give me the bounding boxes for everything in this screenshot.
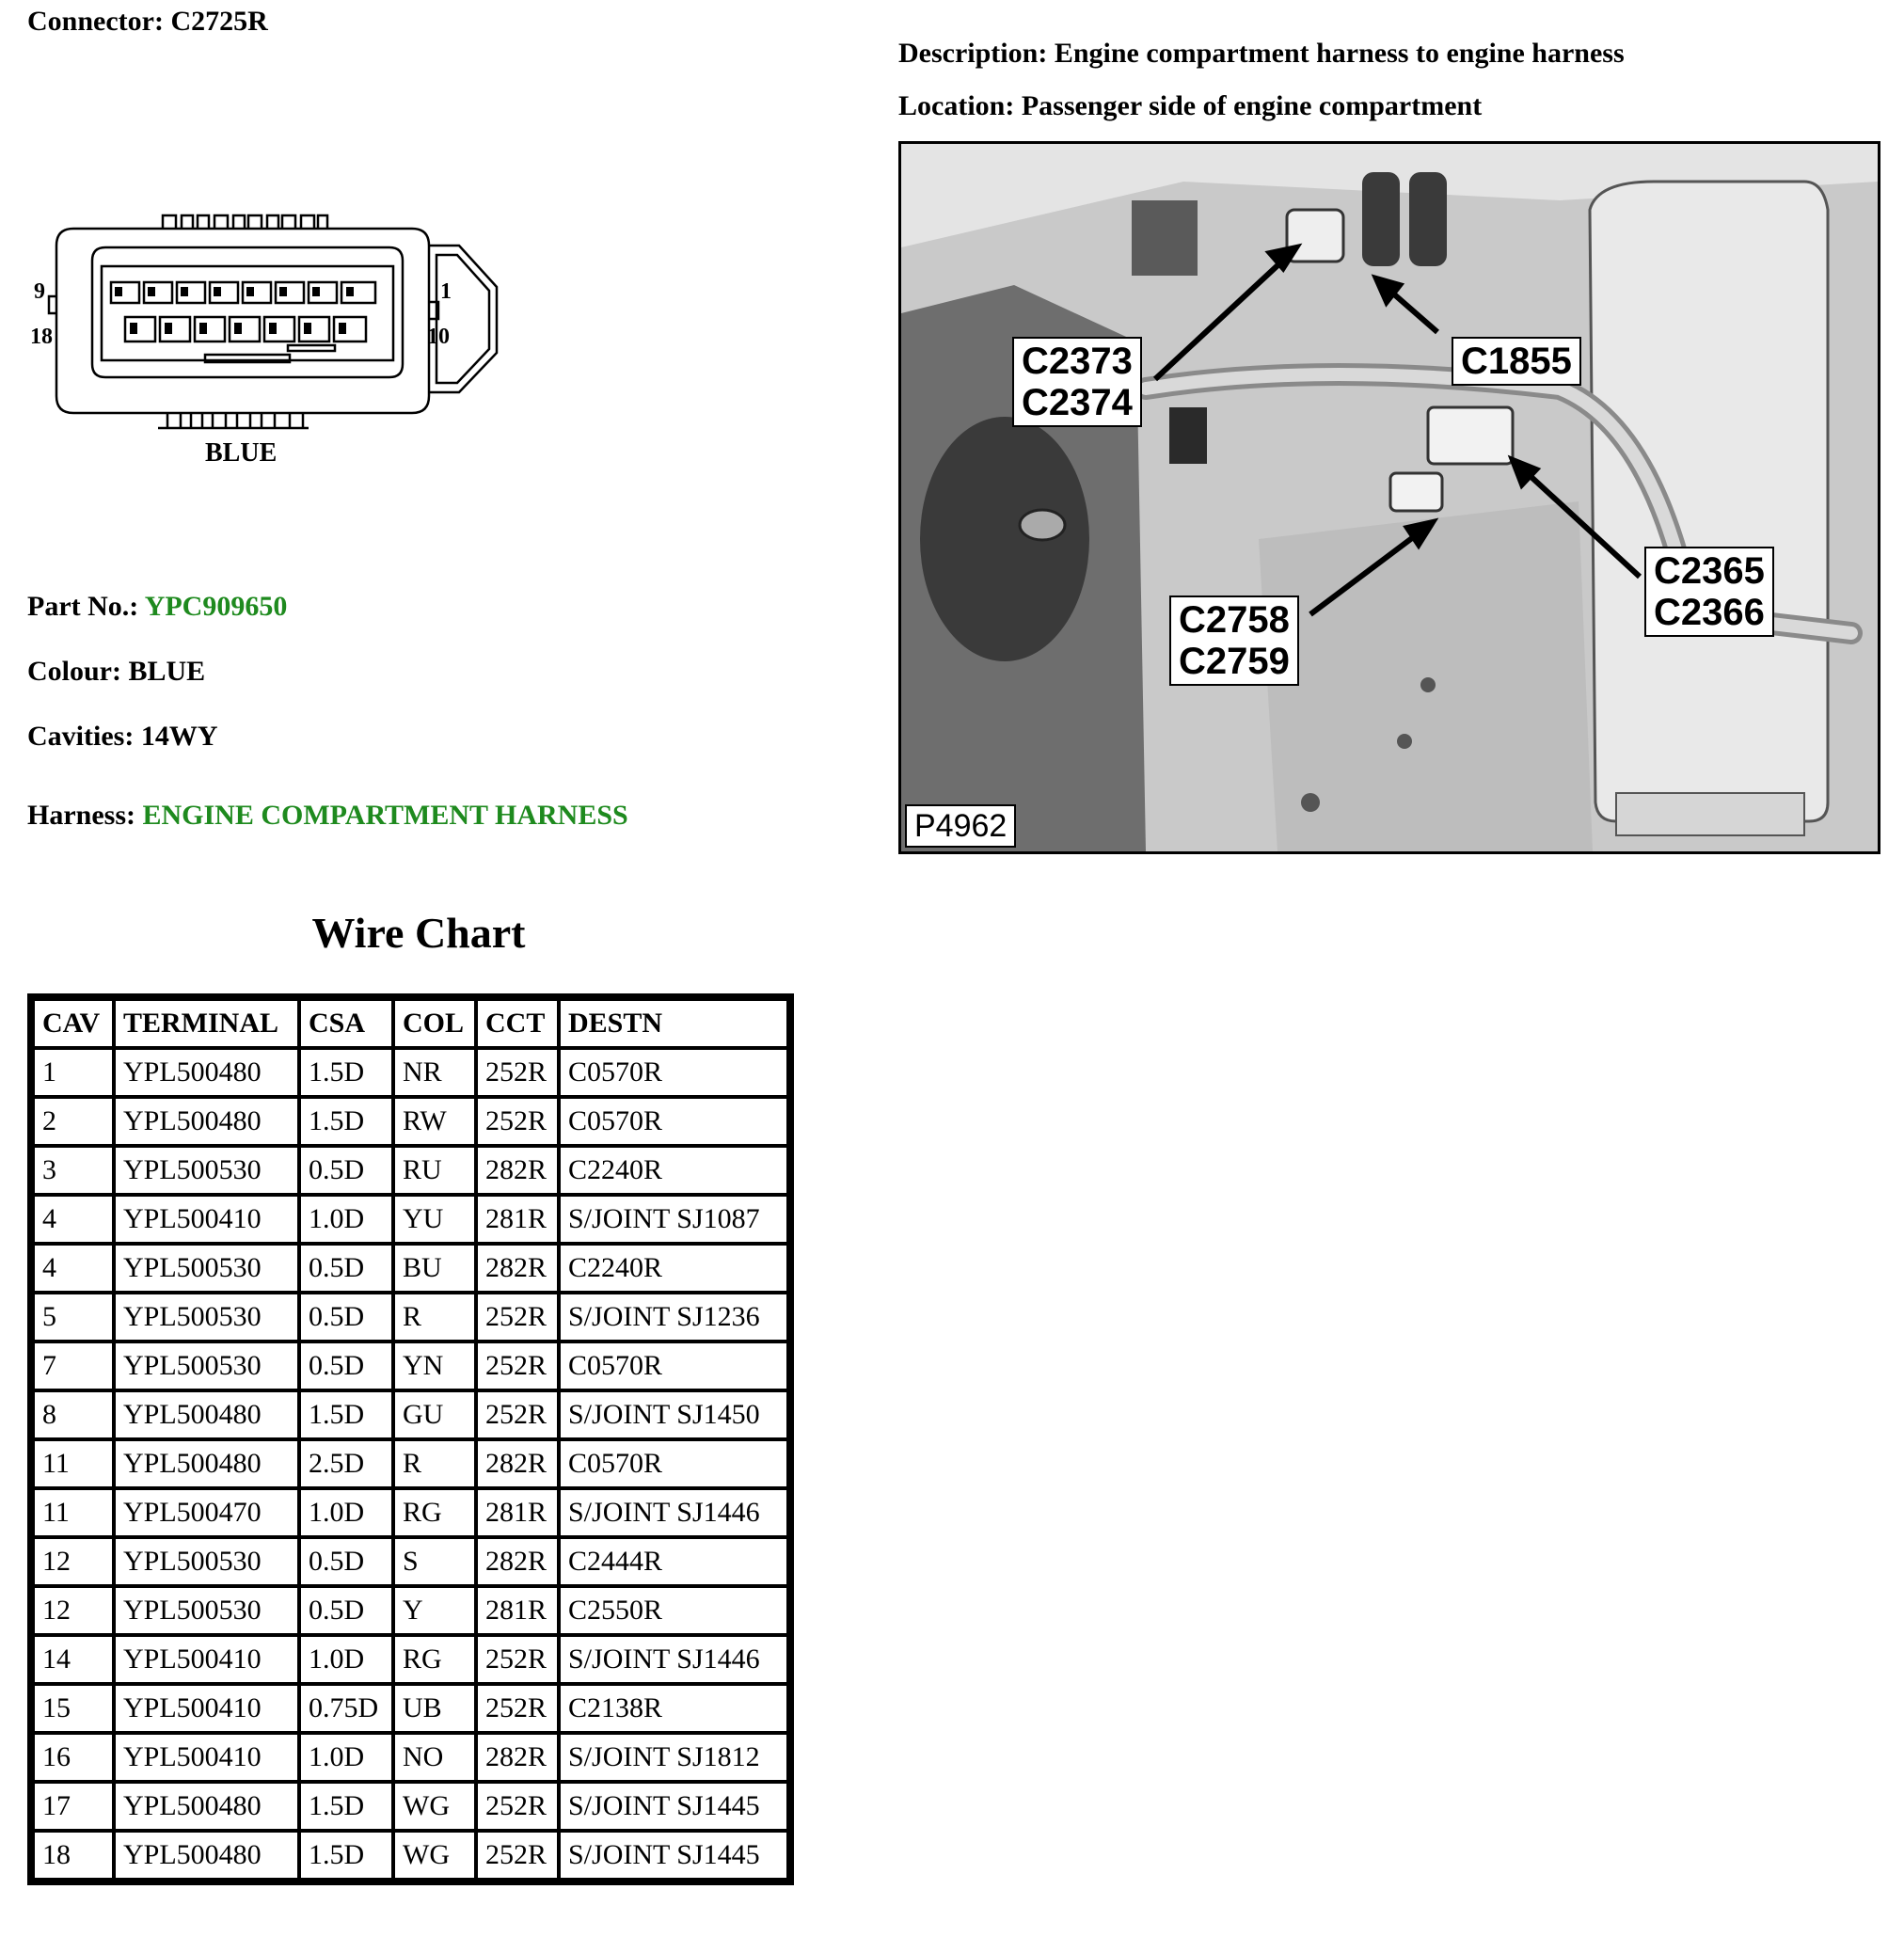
cell-destn: S/JOINT SJ1446 — [561, 1637, 786, 1682]
cell-csa: 0.5D — [301, 1539, 391, 1584]
cell-destn: C0570R — [561, 1343, 786, 1389]
table-row — [35, 1294, 786, 1340]
cell-col: R — [395, 1441, 474, 1486]
cell-col: YU — [395, 1197, 474, 1242]
cell-terminal: YPL500530 — [116, 1246, 297, 1291]
col-header-col: COL — [395, 1001, 474, 1046]
harness-line — [27, 800, 628, 832]
col-header-terminal: TERMINAL — [116, 1001, 297, 1046]
cell-cct: 252R — [478, 1784, 557, 1829]
cell-cav: 8 — [35, 1392, 112, 1437]
cell-col: Y — [395, 1588, 474, 1633]
part-no-line — [27, 591, 287, 623]
table-row — [35, 1539, 786, 1584]
connector-heading — [27, 6, 268, 38]
table-row — [35, 1343, 786, 1389]
colour-label: Colour: — [27, 656, 121, 687]
cell-cct: 281R — [478, 1197, 557, 1242]
cell-cct: 282R — [478, 1148, 557, 1193]
cell-col: WG — [395, 1833, 474, 1878]
cell-col: RG — [395, 1637, 474, 1682]
cell-terminal: YPL500410 — [116, 1686, 297, 1731]
cell-cct: 281R — [478, 1490, 557, 1535]
cell-cav: 15 — [35, 1686, 112, 1731]
cell-col: R — [395, 1294, 474, 1340]
cell-cav: 3 — [35, 1148, 112, 1193]
cell-terminal: YPL500470 — [116, 1490, 297, 1535]
connector-face-svg — [30, 193, 525, 475]
cell-col: GU — [395, 1392, 474, 1437]
cell-col: BU — [395, 1246, 474, 1291]
colour-label-diagram: BLUE — [205, 438, 278, 468]
cell-col: RG — [395, 1490, 474, 1535]
connector-value: C2725R — [170, 6, 268, 37]
cell-destn: S/JOINT SJ1445 — [561, 1784, 786, 1829]
cell-col: NO — [395, 1735, 474, 1780]
cell-terminal: YPL500480 — [116, 1784, 297, 1829]
wire-chart-body — [35, 1050, 786, 1878]
photo-reference: P4962 — [905, 804, 1016, 848]
colour-value: BLUE — [128, 656, 206, 687]
cell-cav: 4 — [35, 1246, 112, 1291]
description-line — [898, 38, 1625, 70]
harness-label: Harness: — [27, 800, 135, 831]
table-row — [35, 1784, 786, 1829]
cell-cct: 282R — [478, 1441, 557, 1486]
cell-terminal: YPL500530 — [116, 1148, 297, 1193]
cell-cct: 252R — [478, 1294, 557, 1340]
cell-col: S — [395, 1539, 474, 1584]
cavities-label: Cavities: — [27, 721, 135, 752]
part-no-label: Part No.: — [27, 591, 139, 622]
table-row — [35, 1392, 786, 1437]
location-value: Passenger side of engine compartment — [1021, 90, 1483, 121]
cell-destn: S/JOINT SJ1445 — [561, 1833, 786, 1878]
cell-terminal: YPL500480 — [116, 1833, 297, 1878]
part-no-value[interactable]: YPC909650 — [144, 591, 288, 622]
cell-destn: C2444R — [561, 1539, 786, 1584]
cell-csa: 1.5D — [301, 1050, 391, 1095]
pin-10-label: 10 — [427, 325, 450, 349]
cell-csa: 1.0D — [301, 1637, 391, 1682]
cell-cct: 252R — [478, 1637, 557, 1682]
cell-csa: 0.5D — [301, 1294, 391, 1340]
cell-terminal: YPL500410 — [116, 1735, 297, 1780]
harness-value[interactable]: ENGINE COMPARTMENT HARNESS — [142, 800, 628, 831]
cell-cct: 282R — [478, 1539, 557, 1584]
cell-destn: S/JOINT SJ1236 — [561, 1294, 786, 1340]
cell-destn: C0570R — [561, 1099, 786, 1144]
table-row — [35, 1099, 786, 1144]
table-row — [35, 1588, 786, 1633]
cell-col: RW — [395, 1099, 474, 1144]
cell-cct: 282R — [478, 1735, 557, 1780]
pin-1-label: 1 — [440, 279, 452, 304]
location-photo — [898, 141, 1880, 854]
cell-csa: 1.0D — [301, 1490, 391, 1535]
cell-cct: 252R — [478, 1686, 557, 1731]
cell-destn: S/JOINT SJ1450 — [561, 1392, 786, 1437]
cell-destn: C0570R — [561, 1441, 786, 1486]
col-header-cct: CCT — [478, 1001, 557, 1046]
cell-destn: C2240R — [561, 1148, 786, 1193]
col-header-destn: DESTN — [561, 1001, 786, 1046]
cell-terminal: YPL500410 — [116, 1197, 297, 1242]
location-line — [898, 90, 1482, 122]
connector-face-diagram — [30, 193, 525, 475]
cell-terminal: YPL500530 — [116, 1343, 297, 1389]
pin-9-label: 9 — [34, 279, 45, 304]
callout-c2365-c2366: C2365 C2366 — [1644, 547, 1774, 637]
cell-cav: 17 — [35, 1784, 112, 1829]
pin-18-label: 18 — [30, 325, 53, 349]
callout-c2758-c2759: C2758 C2759 — [1169, 595, 1299, 686]
table-row — [35, 1686, 786, 1731]
cell-cct: 281R — [478, 1588, 557, 1633]
cell-csa: 0.5D — [301, 1246, 391, 1291]
cell-cav: 7 — [35, 1343, 112, 1389]
cell-cct: 252R — [478, 1833, 557, 1878]
col-header-csa: CSA — [301, 1001, 391, 1046]
cell-csa: 1.0D — [301, 1735, 391, 1780]
table-row — [35, 1441, 786, 1486]
cavities-line — [27, 721, 217, 753]
cell-terminal: YPL500480 — [116, 1392, 297, 1437]
description-label: Description: — [898, 38, 1048, 69]
table-row — [35, 1735, 786, 1780]
cell-cav: 5 — [35, 1294, 112, 1340]
cavities-value: 14WY — [140, 721, 218, 752]
cell-csa: 1.5D — [301, 1392, 391, 1437]
cell-terminal: YPL500410 — [116, 1637, 297, 1682]
cell-cav: 2 — [35, 1099, 112, 1144]
cell-csa: 0.75D — [301, 1686, 391, 1731]
cell-cav: 16 — [35, 1735, 112, 1780]
cell-destn: C2240R — [561, 1246, 786, 1291]
wire-chart-table — [27, 993, 794, 1885]
cell-col: WG — [395, 1784, 474, 1829]
cell-terminal: YPL500530 — [116, 1539, 297, 1584]
table-row — [35, 1637, 786, 1682]
cell-csa: 1.5D — [301, 1833, 391, 1878]
cell-col: YN — [395, 1343, 474, 1389]
cell-destn: C2550R — [561, 1588, 786, 1633]
cell-col: RU — [395, 1148, 474, 1193]
cell-cav: 11 — [35, 1490, 112, 1535]
cell-cct: 252R — [478, 1050, 557, 1095]
cell-cav: 12 — [35, 1539, 112, 1584]
cell-cav: 14 — [35, 1637, 112, 1682]
cell-cct: 252R — [478, 1099, 557, 1144]
table-row — [35, 1246, 786, 1291]
colour-line — [27, 656, 205, 688]
cell-cav: 18 — [35, 1833, 112, 1878]
description-value: Engine compartment harness to engine harness — [1054, 38, 1625, 69]
cell-cct: 252R — [478, 1392, 557, 1437]
cell-cct: 252R — [478, 1343, 557, 1389]
cell-csa: 0.5D — [301, 1588, 391, 1633]
wire-chart-header-row — [35, 1001, 786, 1046]
cell-csa: 0.5D — [301, 1148, 391, 1193]
engine-bay-illustration — [901, 144, 1878, 851]
cell-cav: 12 — [35, 1588, 112, 1633]
cell-destn: C2138R — [561, 1686, 786, 1731]
location-label: Location: — [898, 90, 1015, 121]
cell-terminal: YPL500480 — [116, 1099, 297, 1144]
cell-destn: S/JOINT SJ1812 — [561, 1735, 786, 1780]
callout-c1855: C1855 — [1452, 337, 1581, 386]
cell-csa: 2.5D — [301, 1441, 391, 1486]
cell-terminal: YPL500530 — [116, 1588, 297, 1633]
cell-destn: S/JOINT SJ1087 — [561, 1197, 786, 1242]
cell-destn: S/JOINT SJ1446 — [561, 1490, 786, 1535]
cell-terminal: YPL500480 — [116, 1441, 297, 1486]
cell-terminal: YPL500530 — [116, 1294, 297, 1340]
cell-cct: 282R — [478, 1246, 557, 1291]
callout-c2373-c2374: C2373 C2374 — [1012, 337, 1142, 427]
cell-destn: C0570R — [561, 1050, 786, 1095]
cell-col: UB — [395, 1686, 474, 1731]
table-row — [35, 1490, 786, 1535]
cell-csa: 1.0D — [301, 1197, 391, 1242]
connector-label: Connector: — [27, 6, 164, 37]
cell-csa: 0.5D — [301, 1343, 391, 1389]
cell-cav: 4 — [35, 1197, 112, 1242]
cell-cav: 1 — [35, 1050, 112, 1095]
table-row — [35, 1148, 786, 1193]
cell-col: NR — [395, 1050, 474, 1095]
cell-csa: 1.5D — [301, 1784, 391, 1829]
table-row — [35, 1833, 786, 1878]
table-row — [35, 1197, 786, 1242]
col-header-cav: CAV — [35, 1001, 112, 1046]
cell-terminal: YPL500480 — [116, 1050, 297, 1095]
wire-chart-title: Wire Chart — [311, 909, 526, 957]
cell-cav: 11 — [35, 1441, 112, 1486]
table-row — [35, 1050, 786, 1095]
cell-csa: 1.5D — [301, 1099, 391, 1144]
